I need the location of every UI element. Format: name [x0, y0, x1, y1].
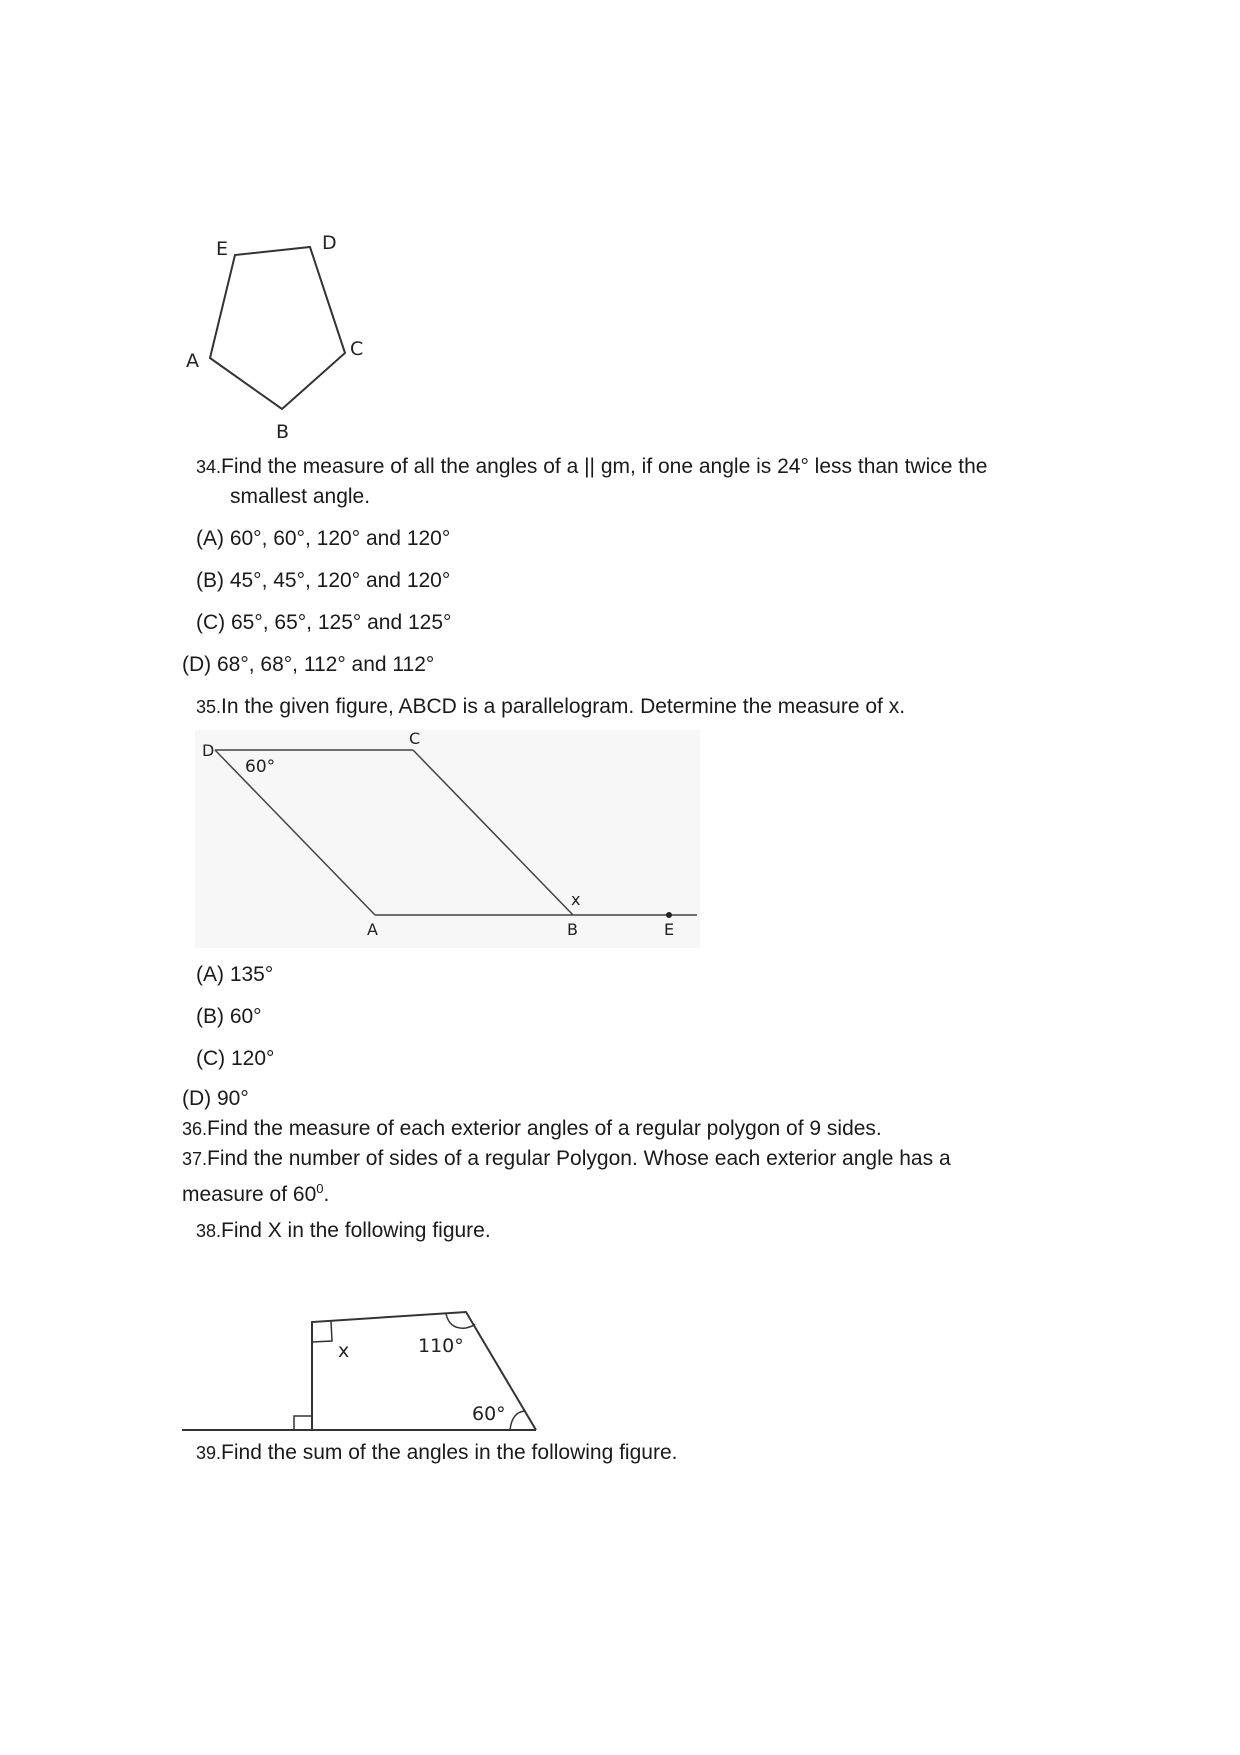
- question-text: Find the measure of each exterior angles of a regular polygon of 9 sides.: [207, 1117, 882, 1140]
- label-b: B: [567, 920, 578, 939]
- label-a: A: [186, 350, 199, 372]
- label-d: D: [322, 232, 337, 254]
- quadrilateral-figure: [180, 1300, 560, 1440]
- option-b: (B) 60°: [196, 1005, 262, 1028]
- label-e: E: [216, 238, 229, 260]
- question-34: [196, 452, 987, 512]
- pentagon-shape: [210, 247, 345, 409]
- parallelogram-figure: [195, 730, 715, 950]
- question-number: 37.: [182, 1149, 208, 1169]
- question-text-continued: measure of 60: [182, 1183, 317, 1206]
- question-text: In the given figure, ABCD is a parallelogram. Determine the measure of x.: [221, 695, 906, 718]
- label-c: C: [409, 729, 421, 748]
- angle-mark-x: [312, 1321, 332, 1342]
- quadrilateral-svg: [180, 1300, 560, 1440]
- question-number: 39.: [196, 1443, 222, 1463]
- question-text-continued: smallest angle.: [230, 485, 371, 508]
- label-60: 60°: [472, 1403, 506, 1425]
- label-x: x: [338, 1340, 350, 1362]
- option-c: (C) 65°, 65°, 125° and 125°: [196, 611, 452, 634]
- label-x: x: [571, 890, 581, 909]
- option-c: (C) 120°: [196, 1047, 275, 1070]
- question-text: Find the measure of all the angles of a || gm, if one angle is 24° less than twice the: [221, 455, 988, 478]
- pentagon-figure: [180, 225, 420, 445]
- question-number: 34.: [196, 457, 222, 477]
- question-37: [182, 1144, 951, 1210]
- question-number: 38.: [196, 1221, 222, 1241]
- label-angle-60: 60°: [245, 757, 276, 777]
- question-38: [196, 1216, 491, 1246]
- question-39: [196, 1438, 677, 1468]
- label-c: C: [350, 338, 364, 360]
- label-b: B: [276, 421, 290, 443]
- question-number: 35.: [196, 697, 222, 717]
- degree-superscript: 0: [316, 1181, 324, 1196]
- parallelogram-svg: [195, 730, 715, 950]
- option-b: (B) 45°, 45°, 120° and 120°: [196, 569, 451, 592]
- label-d: D: [202, 741, 215, 760]
- option-d: (D) 68°, 68°, 112° and 112°: [182, 653, 435, 676]
- angle-mark-60: [510, 1411, 525, 1430]
- question-36: [182, 1114, 882, 1144]
- point-e: [666, 912, 672, 918]
- right-angle-mark-ground: [294, 1416, 312, 1430]
- pentagon-svg: [180, 225, 420, 445]
- option-d: (D) 90°: [182, 1087, 249, 1110]
- label-a: A: [367, 920, 378, 939]
- label-e: E: [664, 920, 675, 939]
- question-text: Find X in the following figure.: [221, 1219, 491, 1242]
- question-35: [196, 692, 905, 722]
- question-text-end: .: [323, 1183, 330, 1206]
- label-110: 110°: [418, 1335, 464, 1357]
- option-a: (A) 135°: [196, 963, 274, 986]
- option-a: (A) 60°, 60°, 120° and 120°: [196, 527, 451, 550]
- question-number: 36.: [182, 1119, 208, 1139]
- question-text: Find the number of sides of a regular Polygon. Whose each exterior angle has a: [207, 1147, 951, 1170]
- question-text: Find the sum of the angles in the following figure.: [221, 1441, 678, 1464]
